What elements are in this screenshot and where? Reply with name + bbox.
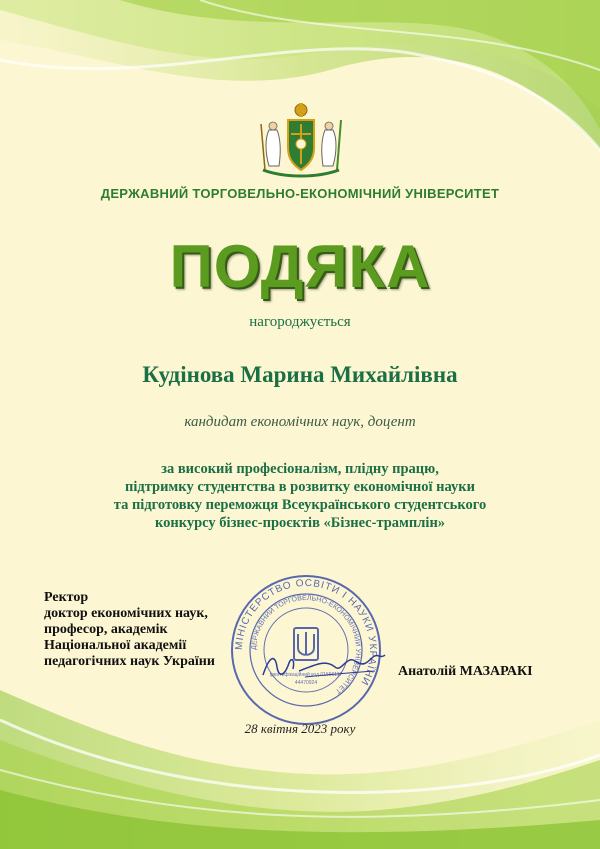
signer-title (44, 590, 215, 670)
university-emblem-icon (255, 100, 347, 180)
issue-date: 28 квітня 2023 року (244, 721, 356, 736)
signer-line: педагогічних наук України (44, 654, 215, 669)
reason-text (0, 460, 600, 532)
page-title: ПОДЯКА (169, 233, 431, 300)
reason-line: за високий професіоналізм, плідну працю, (161, 461, 439, 477)
signer-line: Ректор (44, 590, 89, 605)
stamp-ring-text: МІНІСТЕРСТВО ОСВІТИ І НАУКИ УКРАЇНИ (233, 577, 379, 688)
awarded-text: нагороджується (249, 314, 351, 330)
recipient-degree: кандидат економічних наук, доцент (184, 414, 416, 430)
signer-line: доктор економічних наук, (44, 606, 208, 621)
rector-name: Анатолій МАЗАРАКІ (398, 664, 533, 679)
signer-line: Національної академії (44, 638, 187, 653)
rector-signature (255, 645, 390, 685)
stamp-code: ідентифікаційний код 01566117 (269, 672, 343, 678)
stamp-number: 44470924 (294, 680, 318, 686)
signer-line: професор, академік (44, 622, 168, 637)
university-name: ДЕРЖАВНИЙ ТОРГОВЕЛЬНО-ЕКОНОМІЧНИЙ УНІВЕРСИТЕТ (100, 186, 500, 201)
stamp-inner-text: ДЕРЖАВНИЙ ТОРГОВЕЛЬНО-ЕКОНОМІЧНИЙ УНІВЕРСИТЕТ (250, 594, 362, 695)
reason-line: конкурсу бізнес-проєктів «Бізнес-трамплін» (154, 515, 446, 531)
reason-line: та підготовку переможця Всеукраїнського студентського (113, 497, 487, 513)
recipient-name: Кудінова Марина Михайлівна (142, 362, 458, 387)
reason-line: підтримку студентства в розвитку економічної науки (124, 479, 475, 495)
